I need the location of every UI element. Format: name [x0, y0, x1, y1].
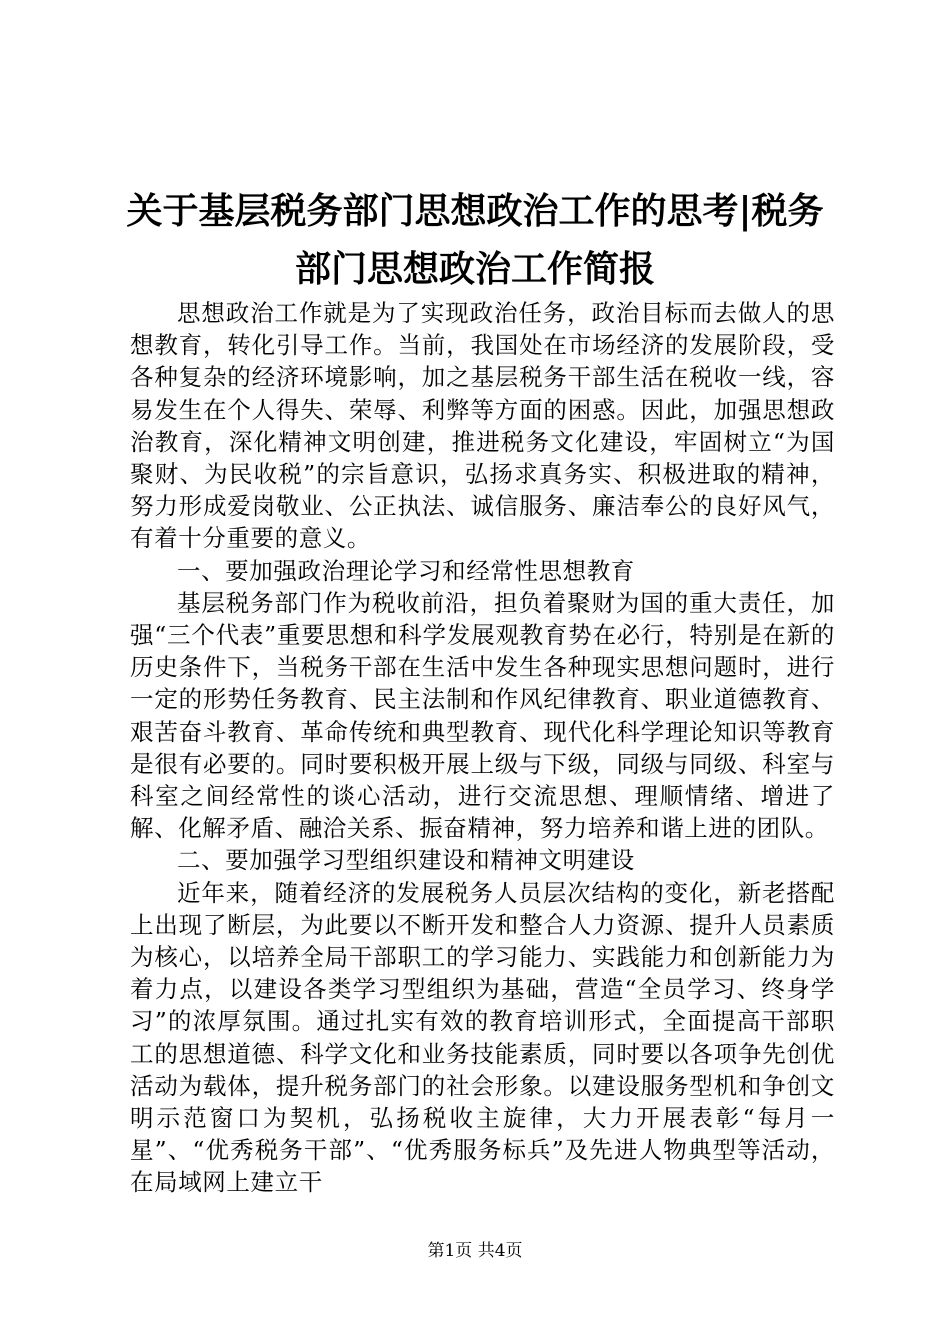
page-number-footer: 第1页 共4页 [427, 1241, 523, 1261]
paragraph-section-2: 近年来，随着经济的发展税务人员层次结构的变化，新老搭配上出现了断层，为此要以不断开发和整合人力资源、提升人员素质为核心，以培养全局干部职工的学习能力、实践能力和创新能力为着力点，以建设各类学习型组织为基础，营造“全员学习、终身学习”的浓厚氛围。通过扎实有效的教育培训形式，全面提高干部职工的思想道德、科学文化和业务技能素质，同时要以各项争先创优活动为载体，提升税务部门的社会形象。以建设服务型机和争创文明示范窗口为契机，弘扬税收主旋律，大力开展表彰“每月一星”、“优秀税务干部”、“优秀服务标兵”及先进人物典型等活动，在局域网上建立干 [130, 878, 835, 1197]
document-body [130, 297, 835, 1199]
page-title-line-2: 部门思想政治工作简报 [294, 248, 655, 290]
section-heading-2: 二、要加强学习型组织建设和精神文明建设 [177, 846, 635, 875]
paragraph-section-1: 基层税务部门作为税收前沿，担负着聚财为国的重大责任，加强“三个代表”重要思想和科学发展观教育势在必行，特别是在新的历史条件下，当税务干部在生活中发生各种现实思想问题时，进行一定的形势任务教育、民主法制和作风纪律教育、职业道德教育、艰苦奋斗教育、革命传统和典型教育、现代化科学理论知识等教育是很有必要的。同时要积极开展上级与下级，同级与同级、科室与科室之间经常性的谈心活动，进行交流思想、理顺情绪、增进了解、化解矛盾、融洽关系、振奋精神，努力培养和谐上进的团队。 [130, 588, 835, 843]
page-title [0, 182, 950, 298]
paragraph-intro: 思想政治工作就是为了实现政治任务，政治目标而去做人的思想教育，转化引导工作。当前，我国处在市场经济的发展阶段，受各种复杂的经济环境影响，加之基层税务干部生活在税收一线，容易发生在个人得失、荣辱、利弊等方面的困惑。因此，加强思想政治教育，深化精神文明创建，推进税务文化建设，牢固树立“为国聚财、为民收税”的宗旨意识，弘扬求真务实、积极进取的精神，努力形成爱岗敬业、公正执法、诚信服务、廉洁奉公的良好风气，有着十分重要的意义。 [130, 299, 835, 553]
section-heading-1: 一、要加强政治理论学习和经常性思想教育 [177, 556, 635, 585]
page-title-line-1: 关于基层税务部门思想政治工作的思考|税务 [126, 190, 824, 232]
